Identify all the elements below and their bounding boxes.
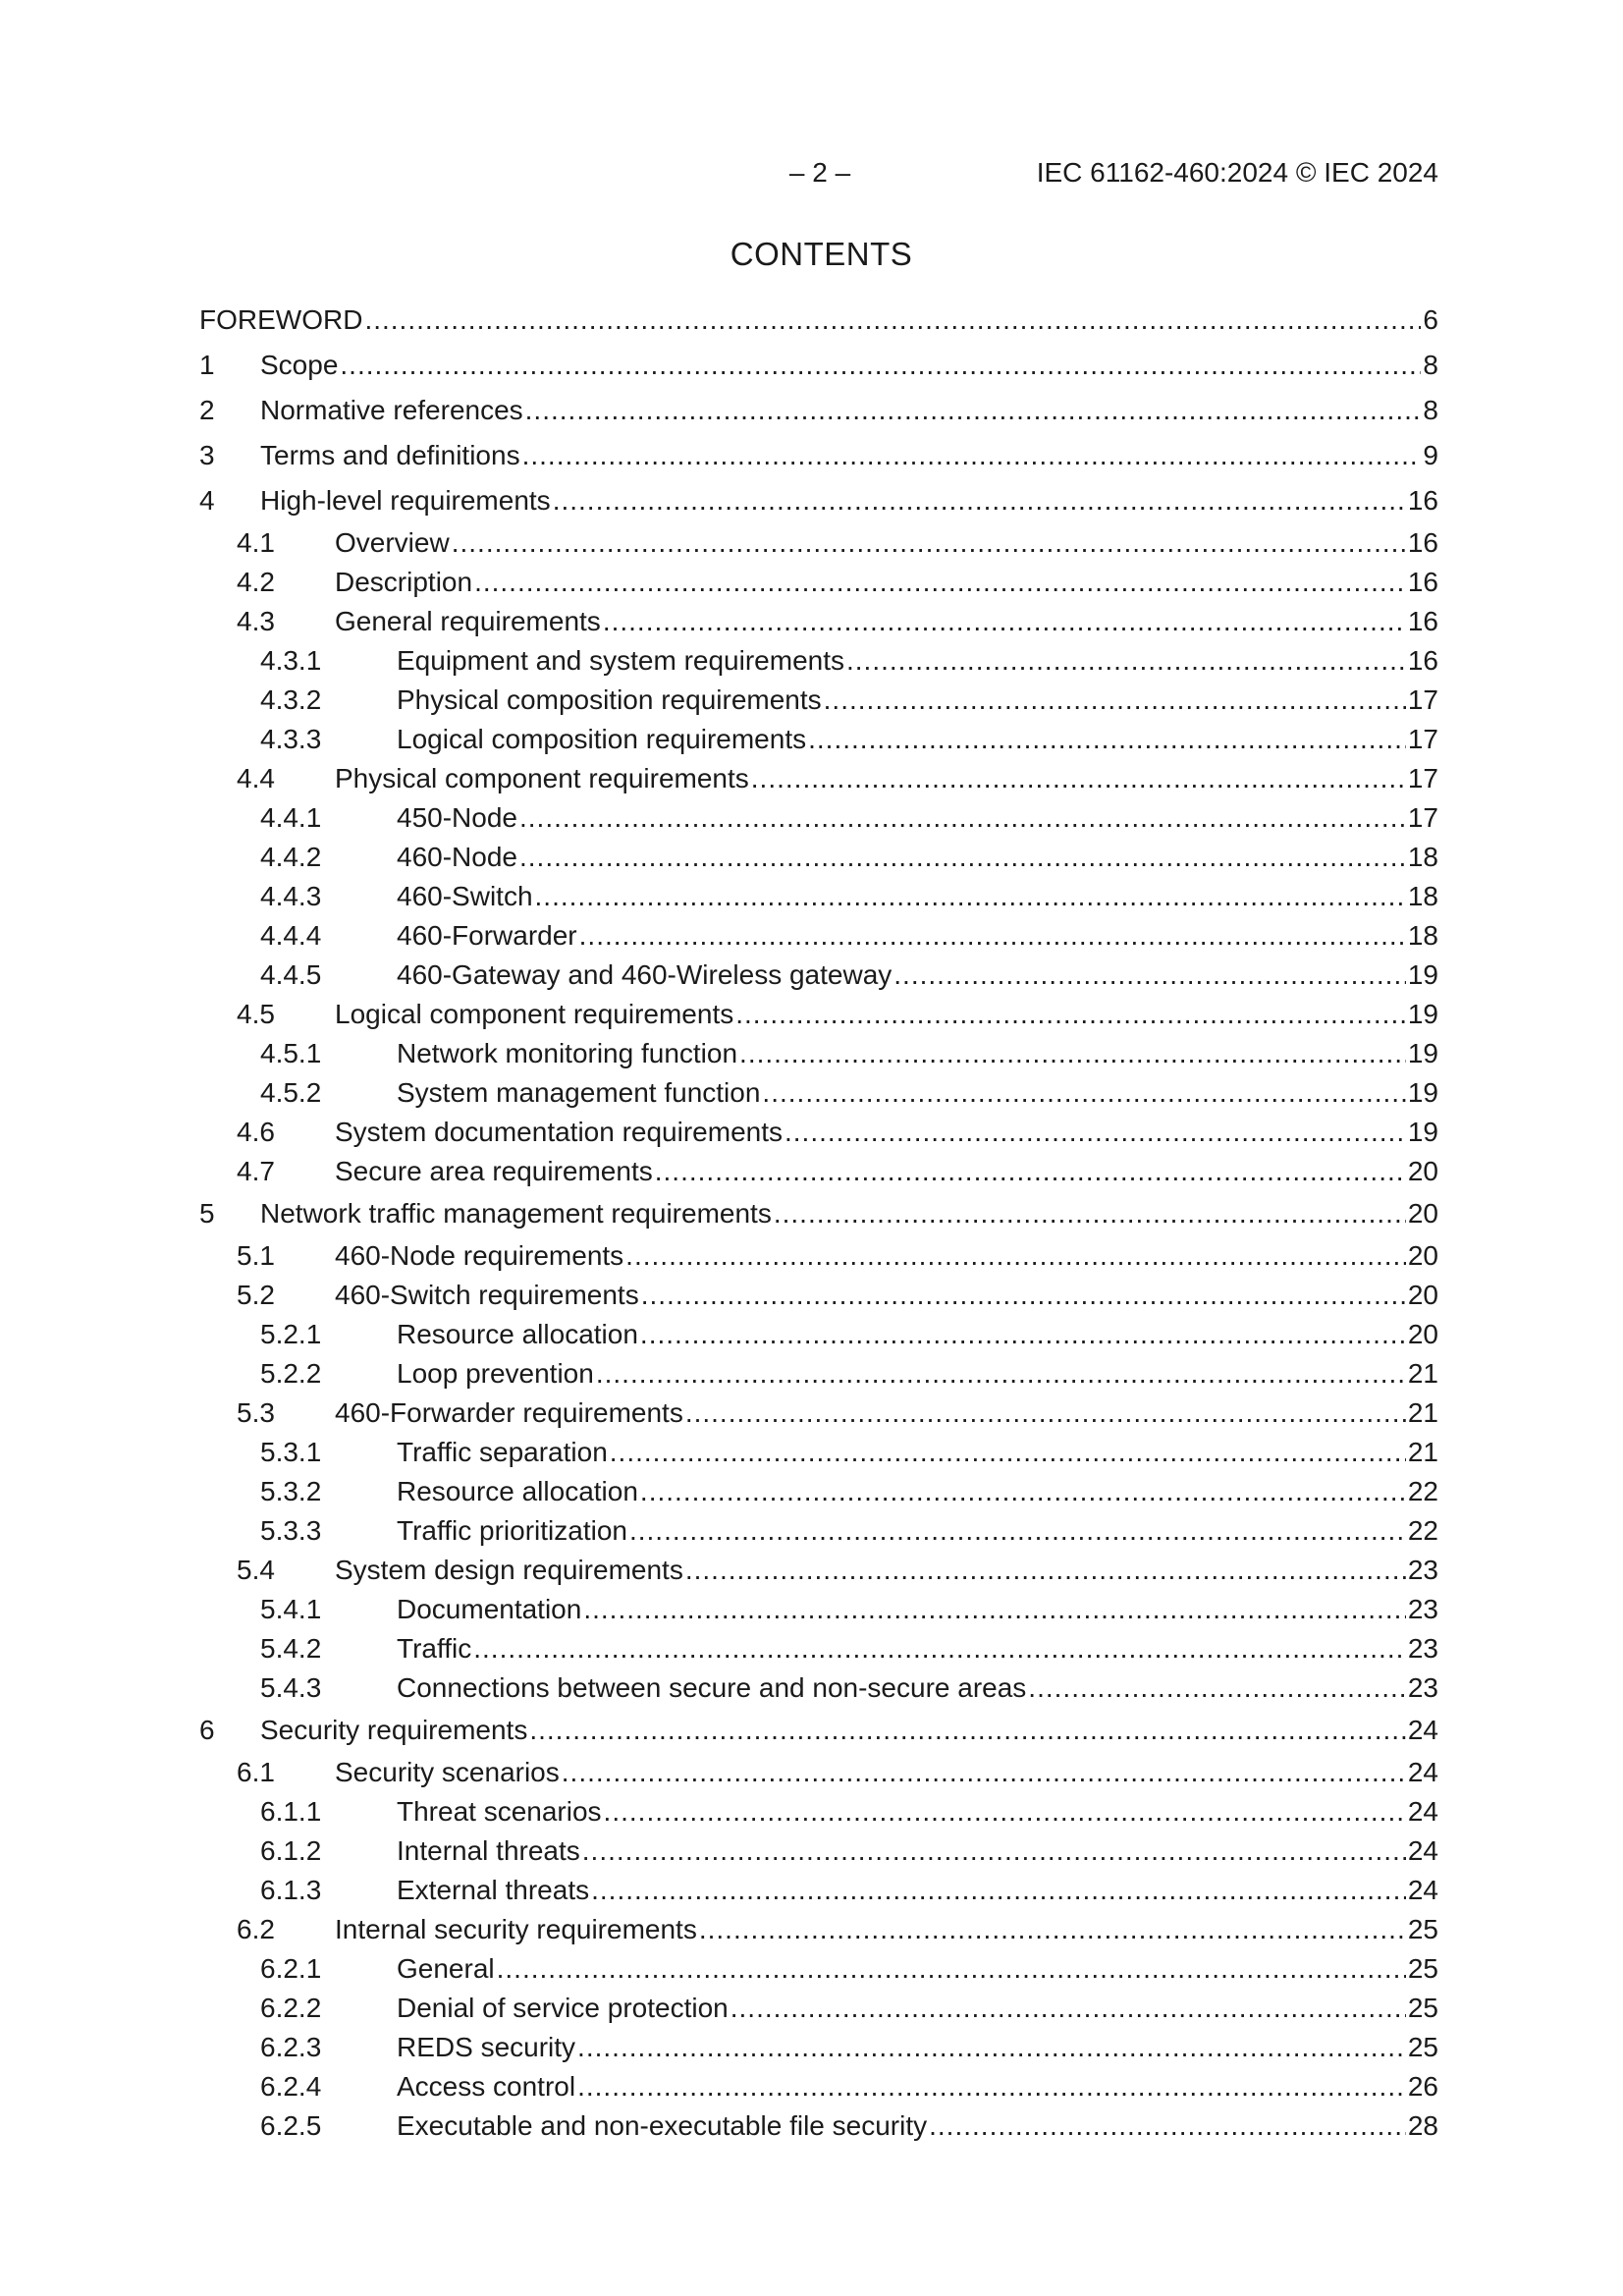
toc-entry-number: 4.4.5	[260, 959, 322, 990]
toc-entry[interactable]	[199, 1152, 1438, 1191]
toc-entry[interactable]	[199, 877, 1438, 916]
toc-entry-label: Description	[335, 567, 473, 597]
toc-dot-leader	[824, 681, 1406, 720]
toc-entry-label: Scope	[260, 350, 339, 380]
toc-entry-label: Resource allocation	[397, 1319, 638, 1349]
toc-entry-number: 6.2	[237, 1914, 275, 1944]
toc-entry-page: 19	[1407, 999, 1438, 1029]
toc-entry[interactable]	[199, 433, 1438, 478]
toc-dot-leader	[596, 1354, 1406, 1394]
toc-entry-label: Access control	[397, 2071, 576, 2102]
toc-entry-page: 21	[1407, 1358, 1438, 1389]
toc-entry-page: 24	[1407, 1715, 1438, 1745]
toc-dot-leader	[655, 1152, 1406, 1191]
toc-entry[interactable]	[199, 563, 1438, 602]
toc-entry-number: 4.2	[237, 567, 275, 597]
toc-entry-label: Internal threats	[397, 1835, 580, 1866]
toc-dot-leader	[685, 1394, 1406, 1433]
toc-entry[interactable]	[199, 1871, 1438, 1910]
toc-entry-label: Network traffic management requirements	[260, 1198, 772, 1229]
toc-entry-label: Terms and definitions	[260, 440, 520, 470]
toc-entry-page: 16	[1407, 645, 1438, 676]
toc-entry-label: High-level requirements	[260, 485, 551, 516]
toc-entry-page: 18	[1407, 842, 1438, 872]
toc-entry[interactable]	[199, 523, 1438, 563]
toc-entry-number: 4.5.2	[260, 1077, 322, 1108]
toc-entry-page: 20	[1407, 1198, 1438, 1229]
toc-entry[interactable]	[199, 602, 1438, 641]
toc-dot-leader	[529, 1708, 1406, 1753]
toc-entry[interactable]	[199, 2106, 1438, 2146]
toc-entry-number: 5.2	[237, 1280, 275, 1310]
toc-entry-page: 23	[1407, 1633, 1438, 1664]
toc-entry-number: 6.2.4	[260, 2071, 322, 2102]
toc-entry-number: 4.3.2	[260, 684, 322, 715]
toc-entry[interactable]	[199, 1276, 1438, 1315]
toc-entry-label: Equipment and system requirements	[397, 645, 844, 676]
toc-dot-leader	[562, 1753, 1406, 1792]
toc-entry-page: 24	[1407, 1875, 1438, 1905]
toc-entry-label: Resource allocation	[397, 1476, 638, 1506]
toc-entry-page: 21	[1407, 1397, 1438, 1428]
toc-entry-page: 25	[1407, 1953, 1438, 1984]
toc-entry[interactable]	[199, 1831, 1438, 1871]
toc-entry[interactable]	[199, 1394, 1438, 1433]
toc-dot-leader	[577, 2028, 1406, 2067]
toc-entry-number: 1	[199, 350, 215, 380]
toc-entry-page: 17	[1407, 684, 1438, 715]
toc-dot-leader	[582, 1831, 1406, 1871]
toc-entry-page: 17	[1407, 802, 1438, 833]
toc-entry[interactable]	[199, 838, 1438, 877]
toc-entry[interactable]	[199, 1354, 1438, 1394]
toc-entry[interactable]	[199, 641, 1438, 681]
toc-dot-leader	[583, 1590, 1406, 1629]
toc-dot-leader	[364, 298, 1421, 343]
toc-entry-number: 4.3	[237, 606, 275, 636]
toc-entry[interactable]	[199, 995, 1438, 1034]
toc-entry-number: 6.2.5	[260, 2110, 322, 2141]
toc-dot-leader	[340, 343, 1421, 388]
toc-entry-page: 20	[1407, 1240, 1438, 1271]
toc-entry-page: 16	[1407, 606, 1438, 636]
toc-entry-label: Physical composition requirements	[397, 684, 822, 715]
toc-entry-label: External threats	[397, 1875, 590, 1905]
toc-entry-label: 460-Forwarder	[397, 920, 577, 951]
toc-entry[interactable]	[199, 1629, 1438, 1668]
toc-entry[interactable]	[199, 1590, 1438, 1629]
toc-dot-leader	[519, 798, 1406, 838]
contents-title: CONTENTS	[730, 236, 913, 272]
toc-dot-leader	[535, 877, 1406, 916]
toc-entry-label: System management function	[397, 1077, 761, 1108]
toc-dot-leader	[1028, 1668, 1406, 1708]
toc-dot-leader	[641, 1276, 1406, 1315]
toc-entry-label: 460-Forwarder requirements	[335, 1397, 683, 1428]
toc-entry-number: 5.2.1	[260, 1319, 322, 1349]
toc-entry[interactable]	[199, 798, 1438, 838]
toc-dot-leader	[784, 1113, 1406, 1152]
toc-entry-label: Overview	[335, 527, 450, 558]
toc-dot-leader	[808, 720, 1406, 759]
toc-entry-number: 3	[199, 440, 215, 470]
toc-dot-leader	[525, 388, 1422, 433]
toc-dot-leader	[762, 1073, 1405, 1113]
toc-entry[interactable]	[199, 1551, 1438, 1590]
toc-entry-page: 18	[1407, 881, 1438, 911]
toc-dot-leader	[452, 523, 1406, 563]
toc-dot-leader	[591, 1871, 1406, 1910]
toc-entry-page: 17	[1407, 763, 1438, 793]
toc-entry-page: 8	[1423, 395, 1438, 425]
toc-entry-number: 5.3.2	[260, 1476, 322, 1506]
toc-dot-leader	[774, 1191, 1406, 1236]
toc-entry-page: 19	[1407, 1117, 1438, 1147]
toc-entry[interactable]	[199, 1708, 1438, 1753]
toc-entry-page: 9	[1423, 440, 1438, 470]
toc-entry-label: Security requirements	[260, 1715, 528, 1745]
toc-entry[interactable]	[199, 2028, 1438, 2067]
toc-dot-leader	[522, 433, 1422, 478]
toc-entry-number: 4.4.2	[260, 842, 322, 872]
toc-entry-label: Internal security requirements	[335, 1914, 697, 1944]
toc-entry-number: 5.3	[237, 1397, 275, 1428]
toc-dot-leader	[625, 1236, 1406, 1276]
toc-entry-number: 5.3.1	[260, 1437, 322, 1467]
toc-entry-number: 6.1	[237, 1757, 275, 1787]
toc-entry-number: 5.4.1	[260, 1594, 322, 1624]
toc-entry-page: 19	[1407, 1077, 1438, 1108]
toc-dot-leader	[577, 2067, 1406, 2106]
toc-entry[interactable]	[199, 916, 1438, 956]
toc-entry-label: Threat scenarios	[397, 1796, 602, 1827]
standard-header: IEC 61162-460:2024 © IEC 2024	[1036, 157, 1438, 188]
toc-entry[interactable]	[199, 1472, 1438, 1511]
toc-entry[interactable]	[199, 681, 1438, 720]
toc-dot-leader	[474, 563, 1406, 602]
toc-entry[interactable]	[199, 388, 1438, 433]
toc-entry[interactable]	[199, 298, 1438, 343]
toc-entry-number: 4.4.4	[260, 920, 322, 951]
toc-entry-page: 20	[1407, 1280, 1438, 1310]
toc-entry-number: 4.5	[237, 999, 275, 1029]
toc-entry-label: Loop prevention	[397, 1358, 594, 1389]
toc-entry-number: 4	[199, 485, 215, 516]
toc-entry[interactable]	[199, 478, 1438, 523]
toc-entry-label: Executable and non-executable file security	[397, 2110, 928, 2141]
toc-entry-label: 460-Gateway and 460-Wireless gateway	[397, 959, 893, 990]
toc-entry-number: 4.3.1	[260, 645, 322, 676]
toc-entry-label: General requirements	[335, 606, 601, 636]
toc-entry-page: 25	[1407, 1993, 1438, 2023]
toc-entry-number: 6	[199, 1715, 215, 1745]
toc-entry-page: 26	[1407, 2071, 1438, 2102]
toc-entry-number: 5.2.2	[260, 1358, 322, 1389]
toc-entry-page: 16	[1407, 527, 1438, 558]
toc-dot-leader	[603, 602, 1406, 641]
toc-dot-leader	[629, 1511, 1406, 1551]
toc-entry[interactable]	[199, 1989, 1438, 2028]
toc-entry[interactable]	[199, 343, 1438, 388]
toc-entry-page: 22	[1407, 1515, 1438, 1546]
toc-entry-number: 6.1.1	[260, 1796, 322, 1827]
toc-entry-label: Network monitoring function	[397, 1038, 738, 1068]
toc-entry-page: 16	[1407, 567, 1438, 597]
toc-dot-leader	[579, 916, 1406, 956]
toc-dot-leader	[685, 1551, 1406, 1590]
toc-entry-page: 23	[1407, 1594, 1438, 1624]
toc-entry-label: 450-Node	[397, 802, 517, 833]
toc-entry[interactable]	[199, 1236, 1438, 1276]
toc-dot-leader	[553, 478, 1406, 523]
toc-entry-label: FOREWORD	[199, 304, 363, 335]
toc-entry-number: 6.2.1	[260, 1953, 322, 1984]
toc-entry-number: 5.4.3	[260, 1672, 322, 1703]
toc-entry-page: 8	[1423, 350, 1438, 380]
toc-entry-label: Denial of service protection	[397, 1993, 729, 2023]
toc-entry-label: Connections between secure and non-secure areas	[397, 1672, 1027, 1703]
toc-entry[interactable]	[199, 956, 1438, 995]
toc-entry-number: 5.1	[237, 1240, 275, 1271]
toc-entry-page: 16	[1407, 485, 1438, 516]
toc-entry-label: General	[397, 1953, 495, 1984]
toc-entry[interactable]	[199, 1191, 1438, 1236]
toc-entry-number: 2	[199, 395, 215, 425]
page-number: – 2 –	[788, 157, 851, 188]
toc-entry-page: 25	[1407, 2032, 1438, 2062]
toc-dot-leader	[519, 838, 1406, 877]
toc-entry-page: 17	[1407, 724, 1438, 754]
toc-dot-leader	[497, 1949, 1406, 1989]
toc-entry[interactable]	[199, 720, 1438, 759]
toc-entry-page: 22	[1407, 1476, 1438, 1506]
toc-dot-leader	[735, 995, 1406, 1034]
toc-dot-leader	[751, 759, 1406, 798]
toc-entry[interactable]	[199, 2067, 1438, 2106]
toc-entry-page: 18	[1407, 920, 1438, 951]
toc-entry-number: 4.1	[237, 527, 275, 558]
toc-entry[interactable]	[199, 1034, 1438, 1073]
toc-entry-label: Traffic prioritization	[397, 1515, 627, 1546]
toc-entry-page: 23	[1407, 1555, 1438, 1585]
toc-entry-number: 6.1.3	[260, 1875, 322, 1905]
toc-entry-number: 6.2.2	[260, 1993, 322, 2023]
toc-entry-page: 23	[1407, 1672, 1438, 1703]
toc-dot-leader	[846, 641, 1406, 681]
toc-dot-leader	[604, 1792, 1406, 1831]
toc-entry-page: 20	[1407, 1156, 1438, 1186]
toc-entry[interactable]	[199, 1910, 1438, 1949]
toc-entry-number: 5.4.2	[260, 1633, 322, 1664]
toc-entry-label: Logical composition requirements	[397, 724, 807, 754]
toc-entry-number: 4.3.3	[260, 724, 322, 754]
toc-entry-label: 460-Node requirements	[335, 1240, 624, 1271]
toc-entry-number: 4.5.1	[260, 1038, 322, 1068]
toc-entry[interactable]	[199, 1511, 1438, 1551]
toc-entry-number: 6.2.3	[260, 2032, 322, 2062]
toc-entry-page: 20	[1407, 1319, 1438, 1349]
toc-entry-number: 4.4	[237, 763, 275, 793]
toc-entry-label: Traffic	[397, 1633, 472, 1664]
toc-entry-page: 21	[1407, 1437, 1438, 1467]
toc-entry[interactable]	[199, 1792, 1438, 1831]
toc-entry-number: 5	[199, 1198, 215, 1229]
toc-entry-label: 460-Switch	[397, 881, 533, 911]
toc-entry-label: REDS security	[397, 2032, 576, 2062]
toc-entry-label: Security scenarios	[335, 1757, 560, 1787]
toc-dot-leader	[640, 1315, 1406, 1354]
toc-entry-label: Logical component requirements	[335, 999, 734, 1029]
toc-dot-leader	[893, 956, 1406, 995]
toc-entry[interactable]	[199, 1753, 1438, 1792]
toc-entry-number: 6.1.2	[260, 1835, 322, 1866]
toc-entry-label: System design requirements	[335, 1555, 683, 1585]
table-of-contents	[199, 298, 1438, 2146]
toc-entry-label: Traffic separation	[397, 1437, 608, 1467]
toc-dot-leader	[699, 1910, 1406, 1949]
toc-entry[interactable]	[199, 1949, 1438, 1989]
toc-entry-page: 24	[1407, 1757, 1438, 1787]
toc-entry-label: System documentation requirements	[335, 1117, 783, 1147]
toc-entry-number: 5.3.3	[260, 1515, 322, 1546]
toc-entry-number: 4.4.1	[260, 802, 322, 833]
toc-dot-leader	[929, 2106, 1406, 2146]
toc-entry[interactable]	[199, 1668, 1438, 1708]
toc-entry-number: 4.6	[237, 1117, 275, 1147]
toc-dot-leader	[473, 1629, 1406, 1668]
toc-entry-page: 25	[1407, 1914, 1438, 1944]
toc-entry[interactable]	[199, 1113, 1438, 1152]
toc-entry-page: 24	[1407, 1796, 1438, 1827]
toc-entry-number: 4.4.3	[260, 881, 322, 911]
toc-dot-leader	[739, 1034, 1406, 1073]
toc-entry-number: 4.7	[237, 1156, 275, 1186]
toc-dot-leader	[640, 1472, 1406, 1511]
toc-dot-leader	[610, 1433, 1406, 1472]
toc-entry-page: 24	[1407, 1835, 1438, 1866]
toc-entry-label: 460-Node	[397, 842, 517, 872]
toc-entry-page: 28	[1407, 2110, 1438, 2141]
toc-entry[interactable]	[199, 1315, 1438, 1354]
toc-entry-label: Normative references	[260, 395, 523, 425]
toc-entry[interactable]	[199, 1433, 1438, 1472]
toc-entry-label: Documentation	[397, 1594, 582, 1624]
toc-dot-leader	[730, 1989, 1406, 2028]
toc-entry-number: 5.4	[237, 1555, 275, 1585]
toc-entry[interactable]	[199, 1073, 1438, 1113]
toc-entry-page: 19	[1407, 959, 1438, 990]
toc-entry-label: 460-Switch requirements	[335, 1280, 639, 1310]
toc-entry-label: Physical component requirements	[335, 763, 749, 793]
toc-entry-page: 19	[1407, 1038, 1438, 1068]
toc-entry-page: 6	[1423, 304, 1438, 335]
toc-entry-label: Secure area requirements	[335, 1156, 653, 1186]
toc-entry[interactable]	[199, 759, 1438, 798]
